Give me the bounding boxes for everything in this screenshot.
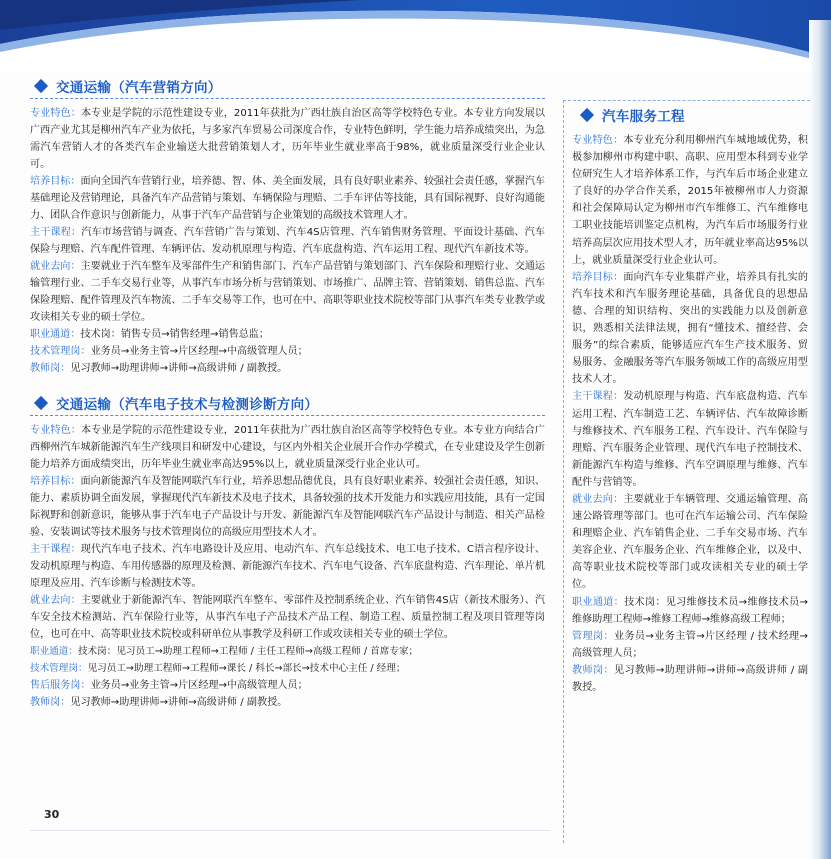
label: 主干课程： (30, 544, 81, 555)
diamond-bullet-icon (580, 108, 594, 122)
label: 技术管理岗： (30, 346, 91, 357)
text: 业务员→业务主管→片区经理→中高级管理人员； (90, 346, 308, 357)
text: 汽车市场营销与调查、汽车营销广告与策划、汽车4S店管理、汽车销售财务管理、平面设计基础、汽车保险与理赔、汽车配件管理、车辆评估、发动机原理与构造、汽车底盘构造、汽车运用工程、现代汽车新技术等。 (30, 227, 546, 255)
career-path-line (30, 360, 545, 377)
text: 技术岗：见习维修技术员→维修技术员→维修助理工程师→维修工程师→维修高级工程师； (572, 596, 809, 625)
career-path-line (30, 326, 545, 343)
text: 主要就业于新能源汽车、智能网联汽车整车、零部件及控制系统企业、汽车销售4S店（新技术服务）、汽车安全技术检测站、汽车保险行业等，从事汽车电子产品技术产品工程、制造工程、质量控制工程及项目管理等岗位，也可在中、高等职业技术院校或科研单位从事教学及科研工作或攻读相关专业的硕士学位。 (30, 595, 546, 640)
label: 就业去向： (30, 595, 81, 606)
label: 职业通道： (572, 596, 625, 608)
label: 教师岗： (30, 697, 71, 708)
label: 主干课程： (30, 227, 82, 238)
section-title: 交通运输（汽车营销方向） (56, 80, 222, 96)
paragraph-features (30, 422, 545, 473)
text: 现代汽车电子技术、汽车电路设计及应用、电动汽车、汽车总线技术、电工电子技术、C语言程序设计、发动机原理与构造、车用传感器的原理及检测、新能源汽车技术、汽车电气设备、汽车底盘构造、汽车理论、单片机原理及应用、汽车诊断与检测技术等。 (30, 544, 545, 589)
text: 本专业是学院的示范性建设专业，2011年获批为广西壮族自治区高等学校特色专业。本专业方向结合广西柳州汽车城新能源汽车生产线项目和研发中心建设，与区内外相关企业展开合作办学模式，在专业建设及学生创新能力培养方面成绩突出，历年毕业生就业率高达95%以上，就业质量深受行业企业认可。 (30, 425, 546, 470)
section-heading (576, 104, 808, 126)
section-title: 汽车服务工程 (602, 109, 685, 125)
section-title: 交通运输（汽车电子技术与检测诊断方向） (56, 397, 319, 413)
label: 教师岗： (30, 363, 71, 374)
label: 培养目标： (30, 476, 81, 487)
paragraph-goals (30, 473, 545, 541)
career-path-line (572, 594, 808, 628)
text: 见习教师→助理讲师→讲师→高级讲师 / 副教授。 (70, 697, 288, 708)
divider (30, 98, 545, 99)
paragraph-employment (30, 258, 545, 326)
paragraph-courses (30, 224, 545, 258)
label: 技术管理岗： (30, 663, 88, 674)
text: 主要就业于车辆管理、交通运输管理、高速公路管理等部门。也可在汽车运输公司、汽车保险和理赔企业、汽车销售企业、二手车交易市场、汽车美容企业、汽车服务企业、汽车维修企业，以及中、高等职业技术院校等部门或攻读相关专业的硕士学位。 (572, 493, 809, 591)
label: 专业特色： (572, 135, 624, 146)
text: 技术岗：见习员工→助理工程师→工程师 / 主任工程师→高级工程师 / 首席专家； (77, 646, 419, 657)
page-number: 30 (44, 808, 60, 821)
section-heading (30, 76, 545, 96)
career-path-line (30, 343, 545, 360)
career-path-line (30, 643, 545, 660)
text: 主要就业于汽车整车及零部件生产和销售部门、汽车产品营销与策划部门、汽车保险和理赔行业、交通运输管理行业、二手车交易行业等，从事汽车市场分析与营销策划、市场推广、品牌主管、营销策划、销售总监、汽车保险理赔、配件管理及汽车物流、二手车交易等工作，也可在中、高职等职业技术院校等部门从事汽车类专业教学或攻读相关专业的硕士学位。 (30, 261, 546, 323)
right-column (562, 99, 808, 696)
text: 本专业充分利用柳州汽车城地域优势，积极参加柳州市构建中职、高职、应用型本科到专业学位研究生人才培养体系工作，与汽车后市场企业建立了良好的办学合作关系，2015年被柳州市人力资源和社会保障局认定为柳州市汽车维修工、汽车维修电工职业技能培训鉴定点机构，为汽车后市场服务行业培养高层次应用技术型人才，历年就业率高达95%以上，就业质量深受行业企业认可。 (572, 135, 809, 266)
text: 业务员→业务主管→片区经理 / 技术经理→高级管理人员； (572, 630, 808, 659)
career-path-line (572, 628, 808, 662)
text: 见习教师→助理讲师→讲师→高级讲师 / 副教授。 (70, 363, 288, 374)
text: 本专业是学院的示范性建设专业，2011年获批为广西壮族自治区高等学校特色专业。本专业方向发展以广西产业尤其是柳州汽车产业为依托，与多家汽车贸易公司深度合作，专业特色鲜明，学生能力培养成绩突出，为急需汽车营销人才的各类汽车企业输送大批营销策划人才，历年毕业生就业率高于98%，就业质量深受行业企业认可。 (30, 108, 546, 170)
header-band (0, 0, 831, 72)
text: 业务员→业务主管→片区经理→中高级管理人员； (90, 680, 308, 691)
diamond-bullet-icon (34, 79, 48, 93)
label: 主干课程： (572, 391, 624, 403)
paragraph-goals (572, 269, 808, 389)
diamond-bullet-icon (34, 396, 48, 410)
label: 就业去向： (572, 493, 624, 505)
paragraph-goals (30, 173, 545, 224)
text: 技术岗：销售专员→销售经理→销售总监； (80, 329, 269, 340)
career-path-line (572, 662, 808, 696)
label: 就业去向： (30, 261, 81, 272)
left-column (30, 76, 545, 711)
label: 管理岗： (572, 630, 614, 642)
label: 专业特色： (30, 108, 81, 119)
paragraph-employment (572, 491, 808, 594)
label: 专业特色： (30, 425, 81, 436)
text: 见习员工→助理工程师→工程师→课长 / 科长→部长→技术中心主任 / 经理； (87, 663, 406, 674)
career-path-line (30, 694, 545, 711)
label: 售后服务岗： (30, 680, 91, 691)
divider (30, 415, 545, 416)
footer-rule (30, 830, 550, 831)
page-curl (809, 20, 831, 859)
paragraph-courses (572, 388, 808, 491)
section-heading (30, 393, 545, 413)
text: 发动机原理与构造、汽车底盘构造、汽车运用工程、汽车制造工艺、车辆评估、汽车故障诊断与维修技术、汽车服务工程、汽车设计、汽车保险与理赔、汽车服务企业管理、现代汽车电子控制技术、新能源汽车构造与维修、汽车空调原理与维修、汽车配件与营销等。 (572, 391, 809, 488)
paragraph-employment (30, 592, 545, 643)
label: 职业通道： (30, 329, 81, 340)
career-path-line (30, 660, 545, 677)
label: 培养目标： (30, 176, 81, 187)
text: 面向全国汽车营销行业，培养德、智、体、美全面发展，具有良好职业素养、较强社会责任感，掌握汽车基础理论及营销理论，具备汽车产品营销与策划、车辆保险与理赔、二手车评估等技能，具有国际视野、良好沟通能力、团队合作意识与创新能力，从事于汽车产品营销与企业策划的高级技术管理人才。 (30, 176, 546, 221)
text: 面向新能源汽车及智能网联汽车行业，培养思想品德优良，具有良好职业素养、较强社会责任感，知识、能力、素质协调全面发展，掌握现代汽车新技术及电子技术，具备较强的技术开发能力和实践应用技能，具有一定国际视野和创新意识，能够从事于汽车电子产品设计与开发、新能源汽车及智能网联汽车产品设计与制造、相关产品检验、安装调试等技术服务与技术管理岗位的高级应用型技术人才。 (30, 476, 546, 538)
text: 面向汽车专业集群产业，培养具有扎实的汽车技术和汽车服务理论基础，具备优良的思想品德、合理的知识结构、突出的实践能力以及创新意识，熟悉相关法律法规，拥有“懂技术、擅经营、会服务”的综合素质，能够适应汽车生产技术服务、贸易服务、金融服务等汽车服务领域工作的高级应用型技术人才。 (572, 271, 809, 386)
career-path-line (30, 677, 545, 694)
paragraph-features (30, 105, 545, 173)
text: 见习教师→助理讲师→讲师→高级讲师 / 副教授。 (572, 664, 808, 693)
label: 职业通道： (30, 646, 78, 657)
label: 培养目标： (572, 271, 624, 283)
label: 教师岗： (572, 664, 614, 676)
paragraph-features (572, 132, 808, 269)
paragraph-courses (30, 541, 545, 592)
